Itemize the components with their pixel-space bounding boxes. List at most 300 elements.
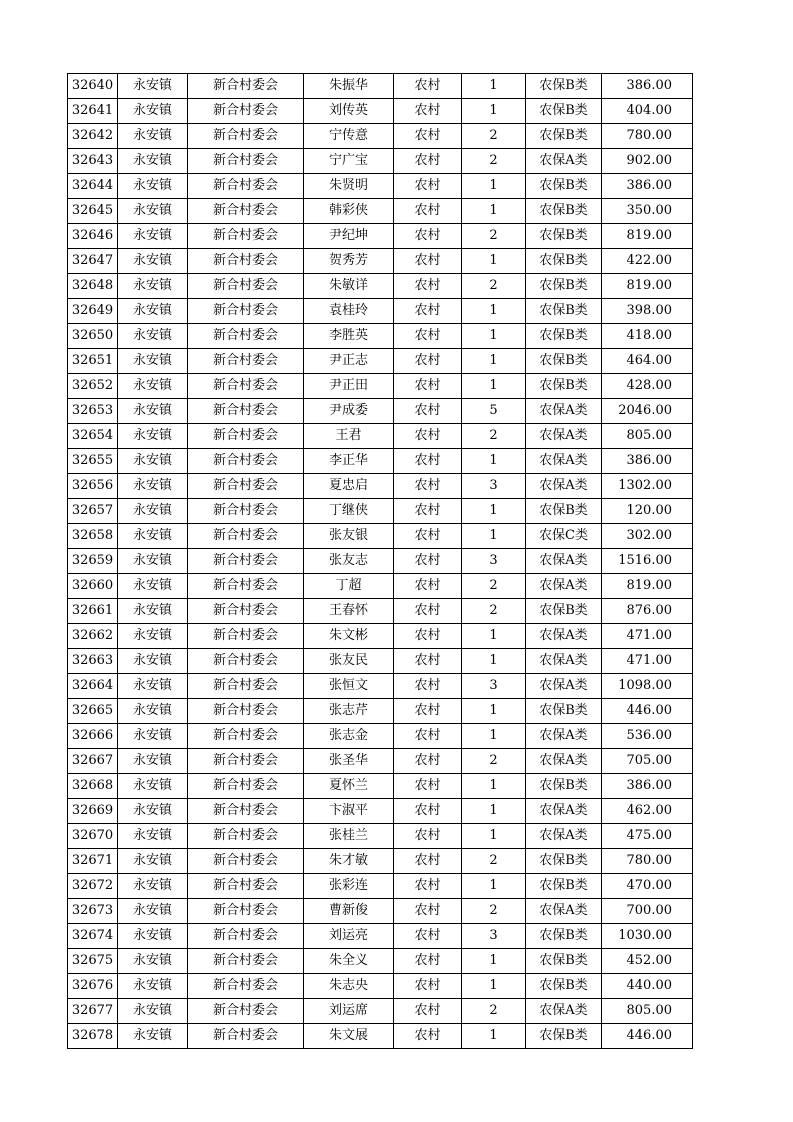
- name-cell: 张彩连: [304, 874, 394, 899]
- table-row: [68, 224, 693, 249]
- amount-cell: 819.00: [602, 274, 693, 299]
- amount-cell: 819.00: [602, 224, 693, 249]
- household-count-cell: 2: [462, 749, 526, 774]
- area-type-cell: 农村: [394, 699, 462, 724]
- household-count-cell: 1: [462, 799, 526, 824]
- town-cell: 永安镇: [118, 149, 188, 174]
- amount-cell: 422.00: [602, 249, 693, 274]
- amount-cell: 876.00: [602, 599, 693, 624]
- amount-cell: 471.00: [602, 649, 693, 674]
- table-row: [68, 999, 693, 1024]
- table-row: [68, 874, 693, 899]
- village-committee-cell: 新合村委会: [188, 474, 304, 499]
- insurance-category-cell: 农保A类: [526, 149, 602, 174]
- area-type-cell: 农村: [394, 949, 462, 974]
- amount-cell: 464.00: [602, 349, 693, 374]
- village-committee-cell: 新合村委会: [188, 549, 304, 574]
- insurance-category-cell: 农保B类: [526, 249, 602, 274]
- village-committee-cell: 新合村委会: [188, 724, 304, 749]
- village-committee-cell: 新合村委会: [188, 324, 304, 349]
- village-committee-cell: 新合村委会: [188, 149, 304, 174]
- town-cell: 永安镇: [118, 574, 188, 599]
- area-type-cell: 农村: [394, 499, 462, 524]
- town-cell: 永安镇: [118, 524, 188, 549]
- insurance-category-cell: 农保B类: [526, 224, 602, 249]
- village-committee-cell: 新合村委会: [188, 699, 304, 724]
- insurance-category-cell: 农保B类: [526, 324, 602, 349]
- table-row: [68, 124, 693, 149]
- record-id-cell: 32648: [68, 274, 118, 299]
- town-cell: 永安镇: [118, 299, 188, 324]
- insurance-category-cell: 农保B类: [526, 174, 602, 199]
- town-cell: 永安镇: [118, 874, 188, 899]
- village-committee-cell: 新合村委会: [188, 924, 304, 949]
- name-cell: 尹正田: [304, 374, 394, 399]
- name-cell: 张友银: [304, 524, 394, 549]
- amount-cell: 1302.00: [602, 474, 693, 499]
- town-cell: 永安镇: [118, 849, 188, 874]
- area-type-cell: 农村: [394, 724, 462, 749]
- table-row: [68, 799, 693, 824]
- village-committee-cell: 新合村委会: [188, 774, 304, 799]
- area-type-cell: 农村: [394, 749, 462, 774]
- town-cell: 永安镇: [118, 724, 188, 749]
- town-cell: 永安镇: [118, 924, 188, 949]
- town-cell: 永安镇: [118, 274, 188, 299]
- table-row: [68, 674, 693, 699]
- name-cell: 刘传英: [304, 99, 394, 124]
- name-cell: 韩彩侠: [304, 199, 394, 224]
- area-type-cell: 农村: [394, 824, 462, 849]
- town-cell: 永安镇: [118, 774, 188, 799]
- area-type-cell: 农村: [394, 374, 462, 399]
- area-type-cell: 农村: [394, 774, 462, 799]
- record-id-cell: 32676: [68, 974, 118, 999]
- insurance-category-cell: 农保A类: [526, 574, 602, 599]
- amount-cell: 705.00: [602, 749, 693, 774]
- name-cell: 张恒文: [304, 674, 394, 699]
- name-cell: 张桂兰: [304, 824, 394, 849]
- village-committee-cell: 新合村委会: [188, 649, 304, 674]
- village-committee-cell: 新合村委会: [188, 174, 304, 199]
- table-row: [68, 74, 693, 99]
- table-row: [68, 324, 693, 349]
- area-type-cell: 农村: [394, 649, 462, 674]
- name-cell: 张友志: [304, 549, 394, 574]
- records-table: [67, 73, 693, 1049]
- amount-cell: 902.00: [602, 149, 693, 174]
- area-type-cell: 农村: [394, 174, 462, 199]
- household-count-cell: 1: [462, 774, 526, 799]
- household-count-cell: 2: [462, 274, 526, 299]
- town-cell: 永安镇: [118, 674, 188, 699]
- insurance-category-cell: 农保A类: [526, 449, 602, 474]
- amount-cell: 302.00: [602, 524, 693, 549]
- insurance-category-cell: 农保A类: [526, 474, 602, 499]
- table-row: [68, 349, 693, 374]
- town-cell: 永安镇: [118, 124, 188, 149]
- record-id-cell: 32674: [68, 924, 118, 949]
- village-committee-cell: 新合村委会: [188, 874, 304, 899]
- town-cell: 永安镇: [118, 599, 188, 624]
- name-cell: 张志芹: [304, 699, 394, 724]
- table-row: [68, 199, 693, 224]
- table-row: [68, 99, 693, 124]
- insurance-category-cell: 农保A类: [526, 674, 602, 699]
- town-cell: 永安镇: [118, 649, 188, 674]
- household-count-cell: 3: [462, 674, 526, 699]
- household-count-cell: 2: [462, 574, 526, 599]
- record-id-cell: 32647: [68, 249, 118, 274]
- insurance-category-cell: 农保A类: [526, 824, 602, 849]
- area-type-cell: 农村: [394, 224, 462, 249]
- village-committee-cell: 新合村委会: [188, 524, 304, 549]
- town-cell: 永安镇: [118, 99, 188, 124]
- table-row: [68, 299, 693, 324]
- insurance-category-cell: 农保B类: [526, 949, 602, 974]
- table-row: [68, 624, 693, 649]
- town-cell: 永安镇: [118, 999, 188, 1024]
- record-id-cell: 32656: [68, 474, 118, 499]
- village-committee-cell: 新合村委会: [188, 674, 304, 699]
- record-id-cell: 32644: [68, 174, 118, 199]
- town-cell: 永安镇: [118, 424, 188, 449]
- record-id-cell: 32666: [68, 724, 118, 749]
- table-row: [68, 649, 693, 674]
- town-cell: 永安镇: [118, 624, 188, 649]
- insurance-category-cell: 农保B类: [526, 74, 602, 99]
- insurance-category-cell: 农保B类: [526, 874, 602, 899]
- town-cell: 永安镇: [118, 449, 188, 474]
- insurance-category-cell: 农保B类: [526, 349, 602, 374]
- area-type-cell: 农村: [394, 149, 462, 174]
- household-count-cell: 1: [462, 174, 526, 199]
- village-committee-cell: 新合村委会: [188, 599, 304, 624]
- insurance-category-cell: 农保A类: [526, 424, 602, 449]
- area-type-cell: 农村: [394, 999, 462, 1024]
- amount-cell: 350.00: [602, 199, 693, 224]
- town-cell: 永安镇: [118, 324, 188, 349]
- insurance-category-cell: 农保B类: [526, 299, 602, 324]
- village-committee-cell: 新合村委会: [188, 974, 304, 999]
- amount-cell: 536.00: [602, 724, 693, 749]
- area-type-cell: 农村: [394, 274, 462, 299]
- insurance-category-cell: 农保B类: [526, 274, 602, 299]
- amount-cell: 805.00: [602, 999, 693, 1024]
- village-committee-cell: 新合村委会: [188, 249, 304, 274]
- amount-cell: 471.00: [602, 624, 693, 649]
- area-type-cell: 农村: [394, 74, 462, 99]
- village-committee-cell: 新合村委会: [188, 199, 304, 224]
- record-id-cell: 32663: [68, 649, 118, 674]
- amount-cell: 398.00: [602, 299, 693, 324]
- amount-cell: 805.00: [602, 424, 693, 449]
- amount-cell: 446.00: [602, 1024, 693, 1049]
- name-cell: 张友民: [304, 649, 394, 674]
- area-type-cell: 农村: [394, 349, 462, 374]
- record-id-cell: 32658: [68, 524, 118, 549]
- table-row: [68, 274, 693, 299]
- records-table-body: [68, 74, 693, 1049]
- record-id-cell: 32660: [68, 574, 118, 599]
- area-type-cell: 农村: [394, 424, 462, 449]
- area-type-cell: 农村: [394, 324, 462, 349]
- area-type-cell: 农村: [394, 599, 462, 624]
- village-committee-cell: 新合村委会: [188, 424, 304, 449]
- table-row: [68, 1024, 693, 1049]
- household-count-cell: 1: [462, 99, 526, 124]
- village-committee-cell: 新合村委会: [188, 849, 304, 874]
- table-row: [68, 899, 693, 924]
- record-id-cell: 32650: [68, 324, 118, 349]
- town-cell: 永安镇: [118, 349, 188, 374]
- amount-cell: 700.00: [602, 899, 693, 924]
- amount-cell: 452.00: [602, 949, 693, 974]
- record-id-cell: 32652: [68, 374, 118, 399]
- village-committee-cell: 新合村委会: [188, 499, 304, 524]
- village-committee-cell: 新合村委会: [188, 399, 304, 424]
- household-count-cell: 2: [462, 149, 526, 174]
- record-id-cell: 32651: [68, 349, 118, 374]
- table-row: [68, 749, 693, 774]
- amount-cell: 386.00: [602, 74, 693, 99]
- household-count-cell: 2: [462, 424, 526, 449]
- household-count-cell: 1: [462, 724, 526, 749]
- record-id-cell: 32662: [68, 624, 118, 649]
- household-count-cell: 1: [462, 499, 526, 524]
- area-type-cell: 农村: [394, 799, 462, 824]
- village-committee-cell: 新合村委会: [188, 999, 304, 1024]
- name-cell: 尹成委: [304, 399, 394, 424]
- insurance-category-cell: 农保A类: [526, 999, 602, 1024]
- village-committee-cell: 新合村委会: [188, 574, 304, 599]
- table-row: [68, 249, 693, 274]
- household-count-cell: 1: [462, 649, 526, 674]
- household-count-cell: 1: [462, 349, 526, 374]
- record-id-cell: 32649: [68, 299, 118, 324]
- village-committee-cell: 新合村委会: [188, 224, 304, 249]
- town-cell: 永安镇: [118, 199, 188, 224]
- insurance-category-cell: 农保A类: [526, 649, 602, 674]
- household-count-cell: 3: [462, 549, 526, 574]
- name-cell: 曹新俊: [304, 899, 394, 924]
- town-cell: 永安镇: [118, 549, 188, 574]
- name-cell: 朱文彬: [304, 624, 394, 649]
- insurance-category-cell: 农保B类: [526, 374, 602, 399]
- village-committee-cell: 新合村委会: [188, 299, 304, 324]
- household-count-cell: 1: [462, 974, 526, 999]
- name-cell: 丁超: [304, 574, 394, 599]
- table-row: [68, 524, 693, 549]
- area-type-cell: 农村: [394, 1024, 462, 1049]
- record-id-cell: 32671: [68, 849, 118, 874]
- village-committee-cell: 新合村委会: [188, 749, 304, 774]
- household-count-cell: 5: [462, 399, 526, 424]
- area-type-cell: 农村: [394, 674, 462, 699]
- table-row: [68, 149, 693, 174]
- insurance-category-cell: 农保B类: [526, 499, 602, 524]
- insurance-category-cell: 农保C类: [526, 524, 602, 549]
- record-id-cell: 32646: [68, 224, 118, 249]
- table-row: [68, 924, 693, 949]
- name-cell: 朱敏详: [304, 274, 394, 299]
- record-id-cell: 32664: [68, 674, 118, 699]
- table-row: [68, 374, 693, 399]
- record-id-cell: 32643: [68, 149, 118, 174]
- record-id-cell: 32645: [68, 199, 118, 224]
- name-cell: 王春怀: [304, 599, 394, 624]
- amount-cell: 462.00: [602, 799, 693, 824]
- insurance-category-cell: 农保B类: [526, 974, 602, 999]
- household-count-cell: 1: [462, 374, 526, 399]
- insurance-category-cell: 农保B类: [526, 699, 602, 724]
- area-type-cell: 农村: [394, 249, 462, 274]
- table-row: [68, 849, 693, 874]
- amount-cell: 2046.00: [602, 399, 693, 424]
- insurance-category-cell: 农保B类: [526, 924, 602, 949]
- table-row: [68, 424, 693, 449]
- name-cell: 张志金: [304, 724, 394, 749]
- amount-cell: 1516.00: [602, 549, 693, 574]
- table-row: [68, 399, 693, 424]
- name-cell: 宁广宝: [304, 149, 394, 174]
- table-row: [68, 174, 693, 199]
- insurance-category-cell: 农保B类: [526, 99, 602, 124]
- name-cell: 宁传意: [304, 124, 394, 149]
- insurance-category-cell: 农保A类: [526, 549, 602, 574]
- amount-cell: 440.00: [602, 974, 693, 999]
- record-id-cell: 32667: [68, 749, 118, 774]
- town-cell: 永安镇: [118, 499, 188, 524]
- household-count-cell: 1: [462, 1024, 526, 1049]
- household-count-cell: 1: [462, 874, 526, 899]
- household-count-cell: 3: [462, 924, 526, 949]
- name-cell: 朱贤明: [304, 174, 394, 199]
- record-id-cell: 32641: [68, 99, 118, 124]
- village-committee-cell: 新合村委会: [188, 949, 304, 974]
- table-row: [68, 774, 693, 799]
- village-committee-cell: 新合村委会: [188, 899, 304, 924]
- household-count-cell: 2: [462, 124, 526, 149]
- insurance-category-cell: 农保A类: [526, 399, 602, 424]
- village-committee-cell: 新合村委会: [188, 99, 304, 124]
- household-count-cell: 1: [462, 249, 526, 274]
- town-cell: 永安镇: [118, 399, 188, 424]
- record-id-cell: 32642: [68, 124, 118, 149]
- household-count-cell: 2: [462, 224, 526, 249]
- insurance-category-cell: 农保B类: [526, 124, 602, 149]
- household-count-cell: 1: [462, 524, 526, 549]
- village-committee-cell: 新合村委会: [188, 74, 304, 99]
- name-cell: 贺秀芳: [304, 249, 394, 274]
- record-id-cell: 32668: [68, 774, 118, 799]
- household-count-cell: 2: [462, 999, 526, 1024]
- table-row: [68, 474, 693, 499]
- record-id-cell: 32675: [68, 949, 118, 974]
- name-cell: 丁继侠: [304, 499, 394, 524]
- name-cell: 夏怀兰: [304, 774, 394, 799]
- area-type-cell: 农村: [394, 924, 462, 949]
- household-count-cell: 2: [462, 899, 526, 924]
- area-type-cell: 农村: [394, 574, 462, 599]
- household-count-cell: 1: [462, 624, 526, 649]
- amount-cell: 120.00: [602, 499, 693, 524]
- town-cell: 永安镇: [118, 799, 188, 824]
- household-count-cell: 1: [462, 74, 526, 99]
- area-type-cell: 农村: [394, 399, 462, 424]
- record-id-cell: 32665: [68, 699, 118, 724]
- insurance-category-cell: 农保B类: [526, 849, 602, 874]
- table-row: [68, 724, 693, 749]
- table-row: [68, 574, 693, 599]
- town-cell: 永安镇: [118, 224, 188, 249]
- table-row: [68, 974, 693, 999]
- town-cell: 永安镇: [118, 174, 188, 199]
- insurance-category-cell: 农保A类: [526, 899, 602, 924]
- table-row: [68, 499, 693, 524]
- household-count-cell: 1: [462, 449, 526, 474]
- name-cell: 张圣华: [304, 749, 394, 774]
- insurance-category-cell: 农保B类: [526, 599, 602, 624]
- name-cell: 朱文展: [304, 1024, 394, 1049]
- town-cell: 永安镇: [118, 899, 188, 924]
- village-committee-cell: 新合村委会: [188, 1024, 304, 1049]
- amount-cell: 418.00: [602, 324, 693, 349]
- household-count-cell: 1: [462, 949, 526, 974]
- village-committee-cell: 新合村委会: [188, 824, 304, 849]
- village-committee-cell: 新合村委会: [188, 349, 304, 374]
- record-id-cell: 32640: [68, 74, 118, 99]
- amount-cell: 780.00: [602, 849, 693, 874]
- household-count-cell: 1: [462, 824, 526, 849]
- record-id-cell: 32670: [68, 824, 118, 849]
- town-cell: 永安镇: [118, 749, 188, 774]
- amount-cell: 819.00: [602, 574, 693, 599]
- area-type-cell: 农村: [394, 449, 462, 474]
- town-cell: 永安镇: [118, 474, 188, 499]
- town-cell: 永安镇: [118, 824, 188, 849]
- insurance-category-cell: 农保A类: [526, 624, 602, 649]
- name-cell: 刘运亮: [304, 924, 394, 949]
- household-count-cell: 1: [462, 699, 526, 724]
- record-id-cell: 32653: [68, 399, 118, 424]
- town-cell: 永安镇: [118, 699, 188, 724]
- record-id-cell: 32669: [68, 799, 118, 824]
- insurance-category-cell: 农保A类: [526, 799, 602, 824]
- amount-cell: 475.00: [602, 824, 693, 849]
- insurance-category-cell: 农保B类: [526, 199, 602, 224]
- village-committee-cell: 新合村委会: [188, 449, 304, 474]
- name-cell: 朱志央: [304, 974, 394, 999]
- town-cell: 永安镇: [118, 949, 188, 974]
- area-type-cell: 农村: [394, 199, 462, 224]
- amount-cell: 446.00: [602, 699, 693, 724]
- name-cell: 尹正志: [304, 349, 394, 374]
- area-type-cell: 农村: [394, 124, 462, 149]
- household-count-cell: 2: [462, 849, 526, 874]
- name-cell: 王君: [304, 424, 394, 449]
- insurance-category-cell: 农保A类: [526, 749, 602, 774]
- area-type-cell: 农村: [394, 899, 462, 924]
- area-type-cell: 农村: [394, 974, 462, 999]
- table-row: [68, 549, 693, 574]
- record-id-cell: 32677: [68, 999, 118, 1024]
- name-cell: 刘运席: [304, 999, 394, 1024]
- area-type-cell: 农村: [394, 849, 462, 874]
- village-committee-cell: 新合村委会: [188, 374, 304, 399]
- name-cell: 卞淑平: [304, 799, 394, 824]
- record-id-cell: 32657: [68, 499, 118, 524]
